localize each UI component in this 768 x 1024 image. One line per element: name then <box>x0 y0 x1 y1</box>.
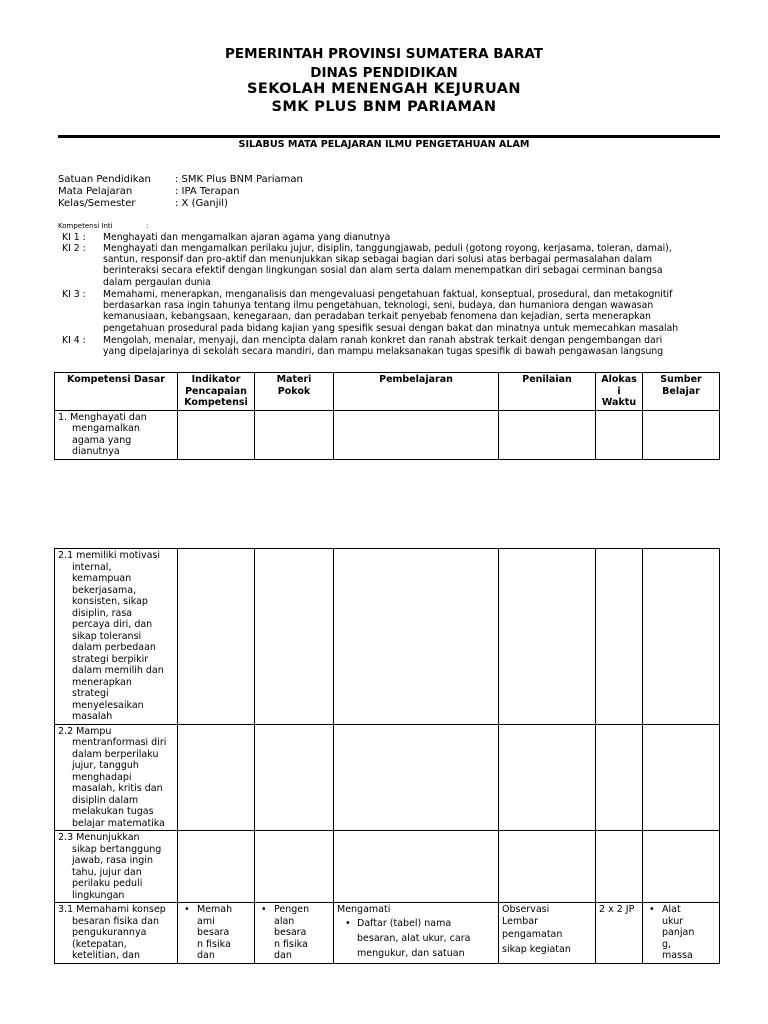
empty-cell <box>178 831 255 903</box>
kd-line: 3.1 Memahami konsep <box>58 904 166 915</box>
kd-line: sikap toleransi <box>72 630 142 642</box>
kd-line: tahu, jujur dan <box>72 866 142 878</box>
kd-line: menghadapi <box>72 771 132 783</box>
empty-cell <box>643 410 720 459</box>
kd-line: mengamalkan <box>72 423 140 434</box>
kd-line: melakukan tugas <box>72 806 154 817</box>
col-header-alokasi <box>596 373 643 411</box>
alokasi-cell: 2 x 2 JP <box>596 903 643 964</box>
pembelajaran-line: besaran, alat ukur, cara <box>357 932 471 944</box>
ki-heading-label: Kompetensi Inti <box>58 222 113 230</box>
empty-cell <box>596 724 643 831</box>
ki-line: kemanusiaan, kebangsaan, kenegaraan, dan peradaban terkait penyebab fenomena dan kejadian, serta menerapkan <box>103 311 651 323</box>
ki-line: yang dipelajarinya di sekolah secara mandiri, dan mampu melaksanakan tugas spesifik di bawah pengawasan langsung <box>103 346 664 358</box>
pembelajaran-cell <box>334 903 499 964</box>
kd-line: besaran fisika dan <box>72 915 160 927</box>
kd-line: 2.2 Mampu <box>58 725 112 737</box>
materi-line: dan <box>274 950 292 961</box>
kd-line: sikap bertanggung <box>72 843 162 855</box>
empty-cell <box>596 831 643 903</box>
kd-cell <box>55 410 178 459</box>
materi-cell <box>255 903 334 964</box>
empty-cell <box>255 831 334 903</box>
ki-code: KI 1 : <box>62 232 86 243</box>
pembelajaran-heading: Mengamati <box>337 904 391 915</box>
header-line: Waktu <box>601 397 637 408</box>
ki-line: Mengolah, menalar, menyaji, dan mencipta dalam ranah konkret dan ranah abstrak terkait dengan pengembangan dari <box>103 335 663 346</box>
empty-cell <box>255 410 334 459</box>
kd-line: ketelitian, dan <box>72 950 140 961</box>
table-row <box>55 724 720 831</box>
empty-cell <box>596 549 643 725</box>
penilaian-cell <box>499 903 596 964</box>
empty-cell <box>499 410 596 459</box>
kd-line: masalah, kritis dan <box>72 783 163 794</box>
ki-line: santun, responsif dan pro-aktif dan menunjukkan sikap sebagai bagian dari solusi atas berbagai permasalahan dalam <box>103 254 653 266</box>
ki-text <box>103 243 743 288</box>
sumber-cell <box>643 903 720 964</box>
col-header-materi <box>255 373 334 411</box>
table-header-row <box>55 373 720 411</box>
ki-code: KI 4 : <box>62 335 86 346</box>
empty-cell <box>643 831 720 903</box>
meta-value: : X (Ganjil) <box>175 198 228 209</box>
kd-line: disiplin, rasa <box>72 607 133 619</box>
header-line: Sumber <box>660 374 702 385</box>
kd-line: jawab, rasa ingin <box>72 855 153 866</box>
ki-heading-colon: : <box>146 222 149 230</box>
indikator-line: dan <box>197 950 215 961</box>
ki-line: berdasarkan rasa ingin tahunya tentang ilmu pengetahuan, teknologi, seni, budaya, dan humaniora dengan wawasan <box>103 300 654 312</box>
col-header-pembelajaran: Pembelajaran <box>334 373 499 411</box>
header-line: Alokas <box>601 374 637 385</box>
table-row <box>55 410 720 459</box>
indikator-line: ami <box>197 915 215 927</box>
kd-line: dalam memilih dan <box>72 665 164 676</box>
penilaian-line: sikap kegiatan <box>502 944 571 955</box>
kd-line: internal, <box>72 561 112 573</box>
empty-cell <box>643 549 720 725</box>
materi-line: alan <box>274 915 295 927</box>
header-line: i <box>617 385 621 397</box>
empty-cell <box>255 724 334 831</box>
empty-cell <box>334 410 499 459</box>
kd-line: belajar matematika <box>72 817 165 829</box>
kd-line: 2.3 Menunjukkan <box>58 832 140 843</box>
meta-value: : SMK Plus BNM Pariaman <box>175 174 303 185</box>
pembelajaran-line: mengukur, dan satuan <box>357 947 465 959</box>
kd-line: (ketepatan, <box>72 938 127 950</box>
kd-cell <box>55 903 178 964</box>
header-school-type: SEKOLAH MENENGAH KEJURUAN <box>247 81 521 97</box>
meta-label: Kelas/Semester <box>58 198 136 209</box>
header-line: Pencapaian <box>185 385 247 397</box>
empty-cell <box>643 724 720 831</box>
kd-line: menerapkan <box>72 676 132 688</box>
document-title: SILABUS MATA PELAJARAN ILMU PENGETAHUAN ALAM <box>238 139 530 150</box>
meta-label: Satuan Pendidikan <box>58 174 151 185</box>
kd-line: dianutnya <box>72 446 120 457</box>
kd-line: strategi berpikir <box>72 653 149 665</box>
empty-cell <box>334 831 499 903</box>
kd-line: percaya diri, dan <box>72 619 153 630</box>
kd-line: 2.1 memiliki motivasi <box>58 550 161 561</box>
empty-cell <box>499 549 596 725</box>
empty-cell <box>596 410 643 459</box>
col-header-indikator <box>178 373 255 411</box>
ki-line: pengetahuan prosedural pada bidang kajian yang spesifik sesuai dengan bakat dan minatnya untuk memecahkan masalah <box>103 322 679 334</box>
ki-line: Menghayati dan mengamalkan perilaku jujur, disiplin, tanggungjawab, peduli (gotong royong, kerjasama, toleran, damai), <box>103 243 672 254</box>
header-line: Belajar <box>662 385 700 397</box>
penilaian-line: Lembar <box>502 915 538 927</box>
empty-cell <box>334 549 499 725</box>
sumber-line: massa <box>662 950 693 961</box>
header-department: DINAS PENDIDIKAN <box>310 65 458 81</box>
ki-line: berinteraksi secara efektif dengan lingkungan sosial dan alam serta dalam menempatkan diri sebagai cerminan bangsa <box>103 265 663 277</box>
ki-heading <box>58 222 149 230</box>
empty-cell <box>178 549 255 725</box>
kd-line: pengukurannya <box>72 927 147 938</box>
kd-line: dalam berperilaku <box>72 748 159 760</box>
table-row <box>55 549 720 725</box>
kd-line: dalam perbedaan <box>72 642 156 653</box>
empty-cell <box>255 549 334 725</box>
kd-line: konsisten, sikap <box>72 596 148 607</box>
col-header-sumber <box>643 373 720 411</box>
materi-line: besara <box>274 927 307 938</box>
ki-line: dalam pergaulan dunia <box>103 276 211 288</box>
kd-line: strategi <box>72 688 109 699</box>
indikator-line: n fisika <box>197 938 231 950</box>
materi-line: • Pengen <box>258 904 330 916</box>
kd-line: disiplin dalam <box>72 794 139 806</box>
sumber-line: • Alat <box>646 904 716 916</box>
header-line: Kompetensi <box>184 397 248 408</box>
kd-line: agama yang <box>72 434 132 446</box>
meta-value: : IPA Terapan <box>175 186 240 197</box>
pembelajaran-line: • Daftar (tabel) nama <box>337 916 495 931</box>
col-header-kd: Kompetensi Dasar <box>55 373 178 411</box>
empty-cell <box>178 410 255 459</box>
kd-line: masalah <box>72 711 113 722</box>
kd-line: jujur, tangguh <box>72 760 139 771</box>
sumber-line: g, <box>662 938 672 950</box>
indikator-line: besara <box>197 927 230 938</box>
kd-line: kemampuan <box>72 573 132 584</box>
materi-line: n fisika <box>274 938 308 950</box>
header-line: Pokok <box>277 385 311 397</box>
kd-line: 1. Menghayati dan <box>58 411 147 423</box>
indikator-cell <box>178 903 255 964</box>
kd-cell <box>55 724 178 831</box>
table-row <box>55 831 720 903</box>
kd-line: menyelesaikan <box>72 699 144 711</box>
kd-line: mentranformasi diri <box>72 737 167 748</box>
syllabus-table-header <box>54 372 720 460</box>
header-line: Indikator <box>191 374 241 385</box>
kd-cell <box>55 831 178 903</box>
ki-text <box>103 232 743 243</box>
kd-line: bekerjasama, <box>72 584 137 596</box>
kd-line: lingkungan <box>72 889 125 901</box>
penilaian-line: Observasi <box>502 904 550 915</box>
empty-cell <box>334 724 499 831</box>
sumber-line: ukur <box>662 915 684 927</box>
empty-cell <box>499 831 596 903</box>
ki-line: Menghayati dan mengamalkan ajaran agama yang dianutnya <box>103 232 391 243</box>
ki-line: Memahami, menerapkan, menganalisis dan mengevaluasi pengetahuan faktual, konseptual, prosedural, dan metakognitif <box>103 289 673 300</box>
ki-text <box>103 335 743 357</box>
empty-cell <box>499 724 596 831</box>
empty-cell <box>178 724 255 831</box>
col-header-penilaian: Penilaian <box>499 373 596 411</box>
kd-cell <box>55 549 178 725</box>
header-divider <box>58 135 720 138</box>
ki-text <box>103 289 743 334</box>
ki-code: KI 3 : <box>62 289 86 300</box>
ki-code: KI 2 : <box>62 243 86 254</box>
sumber-line: panjan <box>662 927 695 938</box>
kd-line: perilaku peduli <box>72 878 143 889</box>
meta-label: Mata Pelajaran <box>58 186 133 197</box>
syllabus-table-body <box>54 548 720 964</box>
header-school-name: SMK PLUS BNM PARIAMAN <box>271 99 497 115</box>
header-line: Materi <box>276 374 312 385</box>
table-row <box>55 903 720 964</box>
header-government: PEMERINTAH PROVINSI SUMATERA BARAT <box>225 46 543 62</box>
penilaian-line: pengamatan <box>502 929 563 940</box>
indikator-line: • Memah <box>181 904 251 916</box>
